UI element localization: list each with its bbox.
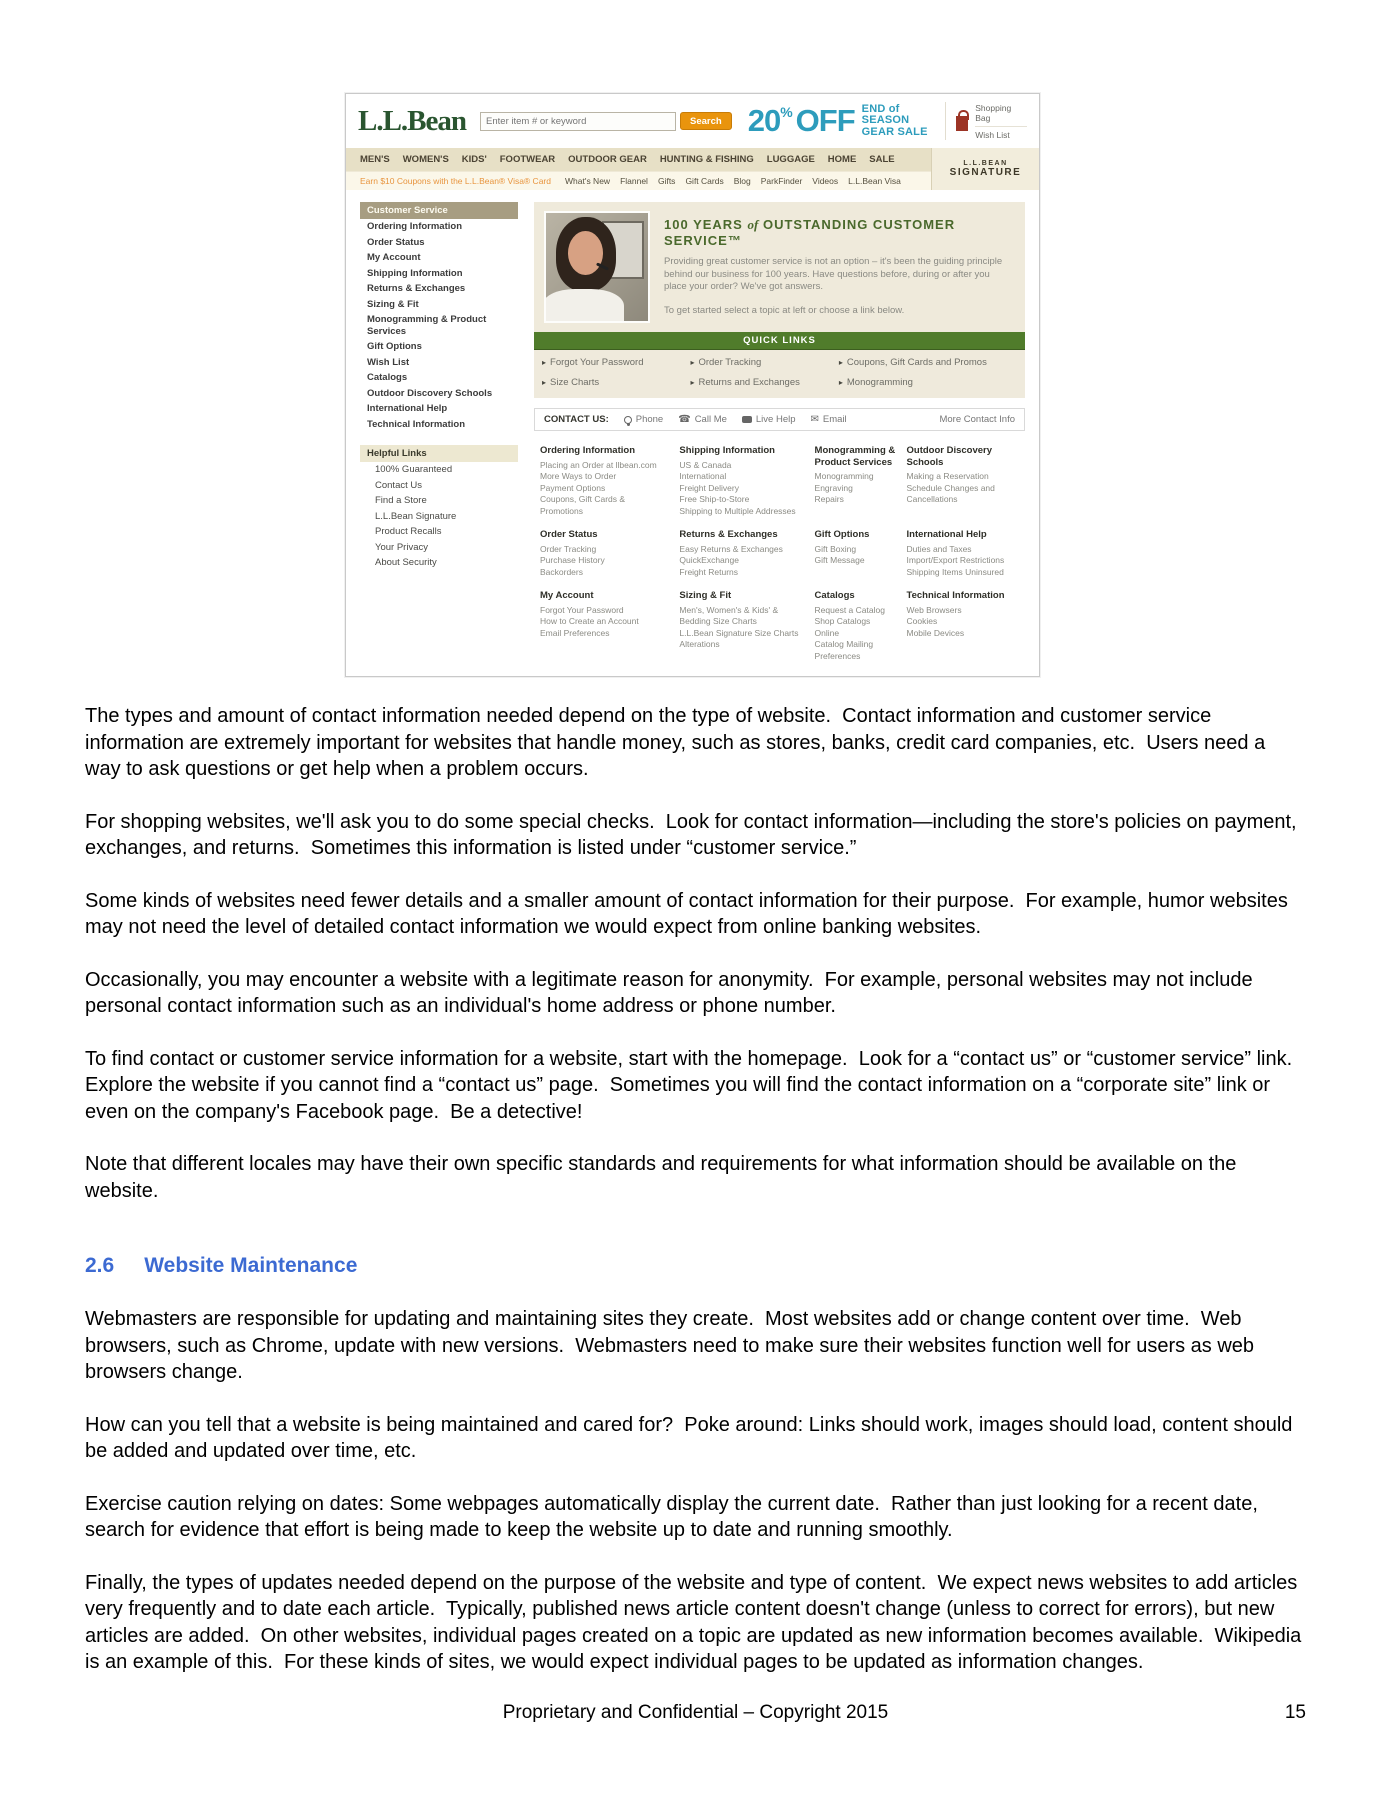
topic-link[interactable]: Gift Message <box>814 555 865 565</box>
topic-link[interactable]: Monogramming <box>814 471 874 481</box>
llbean-screenshot <box>345 93 1040 677</box>
sidebar-item-monogramming[interactable]: Monogramming & Product Services <box>367 314 487 337</box>
topic-link[interactable]: Making a Reservation <box>906 471 989 481</box>
headset-icon <box>624 416 632 424</box>
topic-link-columns <box>534 445 1025 662</box>
subnav-gift-cards[interactable]: Gift Cards <box>685 176 724 186</box>
topic-link[interactable]: Alterations <box>679 639 720 649</box>
paragraph: Note that different locales may have their own specific standards and requirements for what information should be available on the website. <box>85 1153 1242 1202</box>
helpful-links-title: Helpful Links <box>360 445 518 462</box>
sidebar-item-outdoor-discovery-schools[interactable]: Outdoor Discovery Schools <box>367 387 493 399</box>
paragraph: Exercise caution relying on dates: Some webpages automatically display the current date. Rather than just looking for a recent date, search for evidence that effort is being made to keep the website up to date and running smoothly. <box>85 1492 1264 1541</box>
topic-link[interactable]: Duties and Taxes <box>906 543 972 554</box>
shopping-bag-link[interactable]: Shopping Bag <box>975 103 1027 127</box>
sidebar-title: Customer Service <box>360 202 518 219</box>
chat-bubble-icon <box>742 416 752 423</box>
topic-link[interactable]: Shop Catalogs Online <box>814 616 871 638</box>
group-gift-options: Gift Options Gift Boxing Gift Message <box>815 529 897 578</box>
email-icon: ✉ <box>810 414 819 425</box>
arrow-bullet-icon: ▸ <box>542 378 547 387</box>
contact-live-help[interactable]: Live Help <box>742 414 796 425</box>
helpful-link-find-a-store[interactable]: Find a Store <box>375 495 427 506</box>
customer-service-photo <box>544 211 650 323</box>
topic-link[interactable]: Order Tracking <box>540 543 597 554</box>
helpful-link-llbean-signature[interactable]: L.L.Bean Signature <box>375 510 457 522</box>
group-order-status: Order Status Order Tracking Purchase History Backorders <box>540 529 669 578</box>
section-heading <box>85 1254 1306 1278</box>
nav-item-sale[interactable]: SALE <box>869 154 895 165</box>
helpful-link-product-recalls[interactable]: Product Recalls <box>375 526 442 537</box>
hero-body-text: Providing great customer service is not an option – it's been the guiding principle behind our business for 100 years. Have questions before, during or after you place your order? We've got answers. <box>664 256 1003 292</box>
topic-link[interactable]: Engraving <box>814 482 853 493</box>
sale-percent: 20 <box>747 103 781 138</box>
topic-link[interactable]: Purchase History <box>540 555 605 565</box>
topic-link[interactable]: Web Browsers <box>906 604 962 615</box>
group-technical-information: Technical Information Web Browsers Cookies Mobile Devices <box>907 590 1024 662</box>
customer-service-sidebar <box>360 202 518 662</box>
sale-off-label: OFF <box>795 103 855 138</box>
topic-link[interactable]: Shipping to Multiple Addresses <box>679 505 796 516</box>
topic-link[interactable]: Placing an Order at llbean.com <box>540 459 657 470</box>
shopping-bag-icon[interactable] <box>956 116 969 131</box>
paragraph: Webmasters are responsible for updating and maintaining sites they create. Most websites add or change content over time. Web browsers, such as Chrome, update with new versions. Webmasters need to make sure their websites function well for users as web browsers change. <box>85 1308 1260 1383</box>
sidebar-item-technical-information[interactable]: Technical Information <box>367 418 466 430</box>
subnav-blog[interactable]: Blog <box>733 176 751 186</box>
topic-link[interactable]: Shipping Items Uninsured <box>906 566 1004 577</box>
topic-link[interactable]: Backorders <box>540 566 583 577</box>
page-number: 15 <box>1284 1701 1306 1723</box>
subnav-videos[interactable]: Videos <box>812 176 839 186</box>
group-sizing-fit: Sizing & Fit Men's, Women's & Kids' & Bedding Size Charts L.L.Bean Signature Size Charts Alterations <box>679 590 804 662</box>
arrow-bullet-icon: ▸ <box>838 358 843 367</box>
topic-link[interactable]: Email Preferences <box>540 627 610 638</box>
llbean-main <box>534 202 1025 662</box>
contact-us-label: CONTACT US: <box>544 414 609 425</box>
quick-links <box>534 350 1025 398</box>
group-catalogs: Catalogs Request a Catalog Shop Catalogs Online Catalog Mailing Preferences <box>815 590 897 662</box>
group-shipping-information: Shipping Information US & Canada International Freight Delivery Free Ship-to-Store Shipping to Multiple Addresses <box>679 445 804 517</box>
search-button[interactable]: Search <box>680 112 732 130</box>
nav-item-womens[interactable]: WOMEN'S <box>402 154 449 165</box>
more-contact-info-link[interactable]: More Contact Info <box>939 414 1015 425</box>
nav-item-home[interactable]: HOME <box>827 154 857 165</box>
llbean-nav-area <box>346 148 1039 190</box>
topic-link[interactable]: US & Canada <box>679 459 732 470</box>
topic-link[interactable]: Repairs <box>814 494 844 504</box>
paragraph: Finally, the types of updates needed depend on the purpose of the website and type of content. We expect news websites to add articles very frequently and to date each article. Typically, published news article content doesn't change (unless to correct for errors), but new articles are added. On other websites, individual pages created on a topic are updated as new information becomes available. Wikipedia is an example of this. For these kinds of sites, we would expect individual pages to be updated as information changes. <box>85 1571 1307 1673</box>
footer-text: Proprietary and Confidential – Copyright 2015 <box>502 1701 889 1723</box>
topic-link[interactable]: Freight Delivery <box>679 482 739 493</box>
topic-link[interactable]: Easy Returns & Exchanges <box>679 543 783 554</box>
sale-banner[interactable] <box>748 103 945 139</box>
helpful-link-guaranteed[interactable]: 100% Guaranteed <box>375 464 453 475</box>
quick-link-size-charts[interactable]: ▸ Size Charts <box>542 377 600 388</box>
topic-link[interactable]: QuickExchange <box>679 555 739 565</box>
topic-link[interactable]: How to Create an Account <box>540 616 639 626</box>
arrow-bullet-icon: ▸ <box>690 358 695 367</box>
visa-promo-link[interactable]: Earn $10 Coupons with the L.L.Bean® Visa® Card <box>360 176 551 186</box>
topic-link[interactable]: Catalog Mailing Preferences <box>814 639 874 661</box>
main-nav <box>346 148 931 171</box>
hero-headline: 100 YEARS of OUTSTANDING CUSTOMER SERVICE™ <box>664 217 956 248</box>
subnav-whats-new[interactable]: What's New <box>564 176 611 186</box>
paragraph: To find contact or customer service information for a website, start with the homepage. Look for a “contact us” or “customer service” link. Explore the website if you cannot find a “contact us” page. Sometimes you will find the contact information on a “corporate site” link or even on the company's Facebook page. Be a detective! <box>85 1047 1304 1123</box>
topic-link[interactable]: Men's, Women's & Kids' & Bedding Size Charts <box>679 604 779 626</box>
llbean-header <box>346 94 1039 148</box>
topic-link[interactable]: Import/Export Restrictions <box>906 555 1005 565</box>
arrow-bullet-icon: ▸ <box>838 378 843 387</box>
contact-call-me[interactable]: ☎ Call Me <box>678 414 727 425</box>
topic-link[interactable]: Mobile Devices <box>906 627 965 638</box>
quick-link-returns-exchanges[interactable]: ▸ Returns and Exchanges <box>690 377 800 388</box>
topic-link[interactable]: Schedule Changes and Cancellations <box>906 482 995 504</box>
sidebar-item-ordering-information[interactable]: Ordering Information <box>367 221 462 232</box>
search-bar <box>480 112 732 131</box>
sidebar-item-returns-exchanges[interactable]: Returns & Exchanges <box>367 283 466 294</box>
topic-link[interactable]: L.L.Bean Signature Size Charts <box>679 627 799 638</box>
document-body <box>0 677 1391 1724</box>
sub-nav <box>346 171 931 190</box>
quick-link-monogramming[interactable]: ▸ Monogramming <box>838 377 913 388</box>
nav-item-luggage[interactable]: LUGGAGE <box>766 154 815 165</box>
group-my-account: My Account Forgot Your Password How to Create an Account Email Preferences <box>540 590 669 662</box>
topic-link[interactable]: More Ways to Order <box>540 471 617 481</box>
wish-list-link[interactable]: Wish List <box>975 129 1010 140</box>
topic-link[interactable]: Cookies <box>906 616 938 626</box>
contact-email[interactable]: ✉ Email <box>810 414 847 425</box>
group-international-help: International Help Duties and Taxes Import/Export Restrictions Shipping Items Uninsured <box>907 529 1024 578</box>
nav-item-footwear[interactable]: FOOTWEAR <box>499 154 556 165</box>
group-ordering-information: Ordering Information Placing an Order at llbean.com More Ways to Order Payment Options Coupons, Gift Cards & Promotions <box>540 445 669 517</box>
topic-link[interactable]: Free Ship-to-Store <box>679 494 750 504</box>
nav-item-outdoor-gear[interactable]: OUTDOOR GEAR <box>568 154 647 165</box>
llbean-logo[interactable]: L.L.Bean <box>358 104 467 137</box>
subnav-gifts[interactable]: Gifts <box>657 176 676 186</box>
topic-link[interactable]: Payment Options <box>540 482 606 493</box>
sidebar-item-gift-options[interactable]: Gift Options <box>367 341 422 352</box>
search-input[interactable] <box>480 112 676 131</box>
topic-link[interactable]: Forgot Your Password <box>540 604 624 615</box>
paragraph: Some kinds of websites need fewer details and a smaller amount of contact information for their purpose. For example, humor websites may not need the level of detailed contact information we would expect from online banking websites. <box>85 889 1294 938</box>
paragraph: The types and amount of contact information needed depend on the type of website. Contact information and customer service information are extremely important for websites that handle money, such as stores, banks, credit card companies, etc. Users need a way to ask questions or get help when a problem occurs. <box>85 705 1271 780</box>
nav-item-mens[interactable]: MEN'S <box>360 154 390 165</box>
subnav-flannel[interactable]: Flannel <box>620 176 648 186</box>
arrow-bullet-icon: ▸ <box>542 358 547 367</box>
sidebar-item-order-status[interactable]: Order Status <box>367 236 425 248</box>
utility-links <box>945 102 1027 140</box>
helpful-link-your-privacy[interactable]: Your Privacy <box>375 541 428 553</box>
hero-cta-text: To get started select a topic at left or choose a link below. <box>664 304 905 316</box>
topic-link[interactable]: Request a Catalog <box>814 604 885 615</box>
paragraph: How can you tell that a website is being maintained and cared for? Poke around: Links should work, images should load, content should be added and updated over time, etc. <box>85 1413 1298 1462</box>
arrow-bullet-icon: ▸ <box>690 378 695 387</box>
section-number: 2.6 <box>85 1254 115 1277</box>
quick-link-forgot-password[interactable]: ▸ Forgot Your Password <box>542 357 644 368</box>
nav-item-kids[interactable]: KIDS' <box>461 154 487 165</box>
helpful-link-contact-us[interactable]: Contact Us <box>375 479 422 491</box>
phone-icon: ☎ <box>678 414 691 425</box>
quick-link-coupons[interactable]: ▸ Coupons, Gift Cards and Promos <box>838 357 987 368</box>
topic-link[interactable]: Gift Boxing <box>814 543 857 554</box>
quick-link-order-tracking[interactable]: ▸ Order Tracking <box>690 357 762 368</box>
percent-sign: % <box>780 104 793 120</box>
paragraph: For shopping websites, we'll ask you to do some special checks. Look for contact information—including the store's policies on payment, exchanges, and returns. Sometimes this information is listed under “customer service.” <box>85 810 1303 859</box>
topic-link[interactable]: Freight Returns <box>679 566 739 577</box>
contact-us-bar <box>534 408 1025 431</box>
llbean-content <box>346 190 1039 676</box>
sidebar-item-catalogs[interactable]: Catalogs <box>367 372 408 383</box>
sidebar-item-international-help[interactable]: International Help <box>367 403 448 414</box>
contact-phone[interactable]: Phone <box>624 414 663 425</box>
section-title: Website Maintenance <box>144 1254 358 1277</box>
topic-link[interactable]: International <box>679 471 727 481</box>
llbean-signature-badge[interactable]: L.L.BEAN SIGNATURE <box>931 148 1039 190</box>
quick-links-header: QUICK LINKS <box>534 332 1025 350</box>
helpful-link-about-security[interactable]: About Security <box>375 557 437 568</box>
sidebar-item-shipping-information[interactable]: Shipping Information <box>367 267 463 279</box>
page-footer <box>85 1702 1306 1724</box>
sidebar-item-sizing-fit[interactable]: Sizing & Fit <box>367 298 419 310</box>
sale-subtitle: END of SEASON GEAR SALE <box>861 102 928 138</box>
subnav-llbean-visa[interactable]: L.L.Bean Visa <box>848 176 901 186</box>
hero-banner <box>534 202 1025 332</box>
nav-item-hunting-fishing[interactable]: HUNTING & FISHING <box>659 154 754 165</box>
group-returns-exchanges: Returns & Exchanges Easy Returns & Exchanges QuickExchange Freight Returns <box>679 529 804 578</box>
sidebar-item-wish-list[interactable]: Wish List <box>367 356 410 368</box>
topic-link[interactable]: Coupons, Gift Cards & Promotions <box>540 494 626 516</box>
group-monogramming-product-services: Monogramming & Product Services Monogramming Engraving Repairs <box>814 445 896 504</box>
subnav-parkfinder[interactable]: ParkFinder <box>760 176 803 186</box>
paragraph: Occasionally, you may encounter a website with a legitimate reason for anonymity. For example, personal websites may not include personal contact information such as an individual's home address or phone number. <box>85 968 1259 1017</box>
group-outdoor-discovery-schools: Outdoor Discovery Schools Making a Reservation Schedule Changes and Cancellations <box>907 445 1024 517</box>
sidebar-item-my-account[interactable]: My Account <box>367 252 421 263</box>
